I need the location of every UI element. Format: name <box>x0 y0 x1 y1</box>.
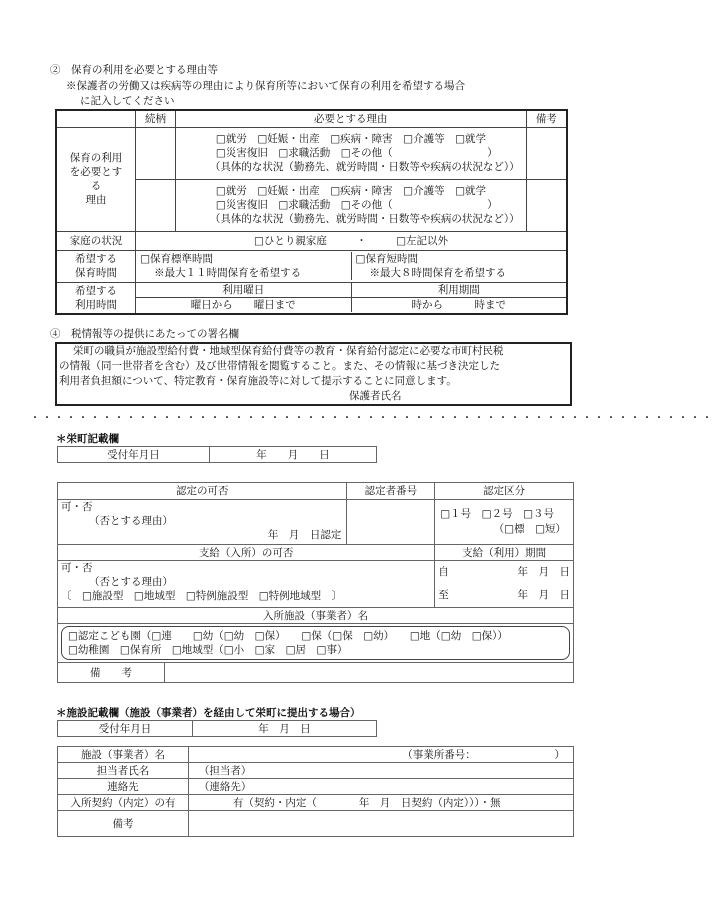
cert-number-cell[interactable] <box>347 500 435 545</box>
period-to-date: 年 月 日 <box>517 589 570 601</box>
reason-line-2: □災害復旧 □求職活動 □その他（ ） <box>215 199 498 211</box>
remarks-label: 備 考 <box>58 663 165 682</box>
reason-options-1[interactable] <box>175 127 526 179</box>
town-receipt-table <box>57 446 377 463</box>
payment-header: 支給（入所）の可否 <box>58 545 435 561</box>
header-remarks: 備考 <box>526 110 567 127</box>
reason-row-label: 保育の利用 を必要とす る 理由 <box>56 127 136 231</box>
use-days-header: 利用曜日 <box>136 283 351 298</box>
facility-receipt-label: 受付年月日 <box>58 721 193 737</box>
facility-options-cell[interactable] <box>58 624 574 663</box>
header-reason: 必要とする理由 <box>175 110 526 127</box>
relationship-cell-2[interactable] <box>136 179 176 231</box>
consent-text-2: の情報（同一世帯者を含む）及び世帯情報を閲覧すること。また、その情報に基づき決定した <box>59 360 500 372</box>
facility-info-table <box>57 746 574 837</box>
section2-note-cont: に記入してください <box>80 95 175 107</box>
consent-text-3: 利用者負担額について、特定教育・保育施設等に対して提示することに同意します。 <box>59 375 457 387</box>
period-from-label: 自 <box>438 566 449 578</box>
cert-class-header: 認定区分 <box>435 483 574 500</box>
town-section-title: ＊栄町記載欄 <box>56 433 119 445</box>
remarks-cell-2[interactable] <box>526 179 567 231</box>
period-to-label: 至 <box>438 589 449 601</box>
contact-label: 連絡先 <box>58 779 189 795</box>
contact-value[interactable]: （連絡先） <box>188 779 573 795</box>
cut-line: ・・・・・・・・・・・・・・・・・・・・・・・・・・・・・・・・・・・・・・・・・・・・・・・・・・・・・・・・・ <box>30 413 714 424</box>
facility-options-line-2: □幼稚園 □保育所 □地域型（□小 □家 □居 □事） <box>68 644 348 656</box>
payment-period-header: 支給（利用）期間 <box>435 545 574 561</box>
header-relationship: 続柄 <box>136 110 176 127</box>
short-time-checkbox[interactable]: □保育短時間 <box>355 253 418 265</box>
facility-remarks-label: 備考 <box>58 811 189 837</box>
section2-title: ② 保育の利用を必要とする理由等 <box>50 64 218 76</box>
facility-name-value[interactable]: （事業所番号： ） <box>188 747 573 763</box>
reason-options-2[interactable] <box>175 179 526 231</box>
payment-reject-reason: （否とする理由） <box>89 576 173 588</box>
family-status-label: 家庭の状況 <box>56 231 136 250</box>
facility-receipt-table <box>57 720 377 737</box>
facility-remarks-value[interactable] <box>188 811 573 837</box>
cert-class-cell[interactable] <box>435 500 574 545</box>
section4-title: ④ 税情報等の提供にあたっての署名欄 <box>50 328 239 340</box>
cert-reject-reason: （否とする理由） <box>89 515 173 527</box>
facility-type-options: 〔 □施設型 □地域型 □特例施設型 □特例地域型 〕 <box>61 590 343 602</box>
certification-table <box>57 482 574 683</box>
single-parent-checkbox[interactable]: □ひとり親家庭 <box>254 234 327 247</box>
staff-name-value[interactable]: （担当者） <box>188 763 573 779</box>
cert-class-options: □１号 □２号 □３号 <box>440 508 555 520</box>
consent-text-1: 栄町の職員が施設型給付費・地域型保育給付費等の教育・保育給付認定に必要な市町村民税 <box>73 345 504 357</box>
facility-options-line-1: □認定こども園（□連 □幼（□幼 □保） □保（□保 □幼） □地（□幼 □保）） <box>68 630 508 642</box>
period-from-date: 年 月 日 <box>517 566 570 578</box>
desired-time-label: 希望する 保育時間 <box>56 250 136 282</box>
standard-time-note: ※最大１１時間保育を希望する <box>154 267 302 279</box>
header-blank <box>56 110 136 127</box>
cert-header: 認定の可否 <box>58 483 347 500</box>
facility-options-bracket <box>61 626 570 660</box>
other-checkbox[interactable]: □左記以外 <box>396 234 449 247</box>
remarks-value[interactable] <box>165 663 574 682</box>
cert-decision-cell[interactable] <box>58 500 347 545</box>
cert-number-header: 認定者番号 <box>347 483 435 500</box>
facility-receipt-date[interactable]: 年 月 日 <box>193 721 377 737</box>
facility-name-label: 施設（事業者）名 <box>58 747 189 763</box>
short-time-note: ※最大８時間保育を希望する <box>369 267 507 279</box>
payment-approve-reject: 可・否 <box>61 562 93 574</box>
reason-line-1: □就労 □妊娠・出産 □疾病・障害 □介護等 □就学 <box>215 185 487 197</box>
staff-name-label: 担当者氏名 <box>58 763 189 779</box>
reason-table <box>55 109 568 315</box>
remarks-row <box>58 663 574 683</box>
contract-value[interactable]: 有（契約・内定（ 年 月 日契約（内定）））・無 <box>188 795 573 811</box>
facility-section-title: ＊施設記載欄（施設（事業者）を経由して栄町に提出する場合） <box>56 707 361 719</box>
remarks-cell-1[interactable] <box>526 127 567 179</box>
facility-name-header: 入所施設（事業者）名 <box>58 608 574 624</box>
cert-date: 年 月 日認定 <box>267 529 342 541</box>
reason-line-3: （具体的な状況（勤務先、就労時間・日数等や疾病の状況など）） <box>209 161 520 173</box>
separator-dot: ・ <box>356 234 367 247</box>
reason-line-3: （具体的な状況（勤務先、就労時間・日数等や疾病の状況など）） <box>209 213 520 225</box>
reason-line-2: □災害復旧 □求職活動 □その他（ ） <box>215 147 498 159</box>
town-receipt-date[interactable]: 年 月 日 <box>210 447 377 463</box>
contract-label: 入所契約（内定）の有 <box>58 795 189 811</box>
use-period-header: 利用期間 <box>351 283 566 298</box>
use-days-value[interactable]: 曜日から 曜日まで <box>136 298 351 313</box>
desired-use-cell <box>136 282 567 314</box>
reason-line-1: □就労 □妊娠・出産 □疾病・障害 □介護等 □就学 <box>215 133 487 145</box>
payment-period-cell[interactable] <box>435 561 574 608</box>
relationship-cell-1[interactable] <box>136 127 176 179</box>
desired-use-label: 希望する 利用時間 <box>56 282 136 314</box>
payment-decision-cell[interactable] <box>58 561 435 608</box>
section2-note: ※保護者の労働又は疾病等の理由により保育所等において保育の利用を希望する場合 <box>66 80 465 92</box>
use-period-value[interactable]: 時から 時まで <box>411 299 507 312</box>
desired-time-cell <box>136 250 567 282</box>
cert-approve-reject: 可・否 <box>61 501 93 513</box>
guardian-signature[interactable]: 保護者氏名 <box>349 390 402 402</box>
family-status-options[interactable] <box>136 231 567 250</box>
consent-box <box>55 342 572 406</box>
town-receipt-label: 受付年月日 <box>58 447 210 463</box>
standard-time-checkbox[interactable]: □保育標準時間 <box>140 253 213 265</box>
cert-class-time: （□標 □短） <box>493 523 566 535</box>
